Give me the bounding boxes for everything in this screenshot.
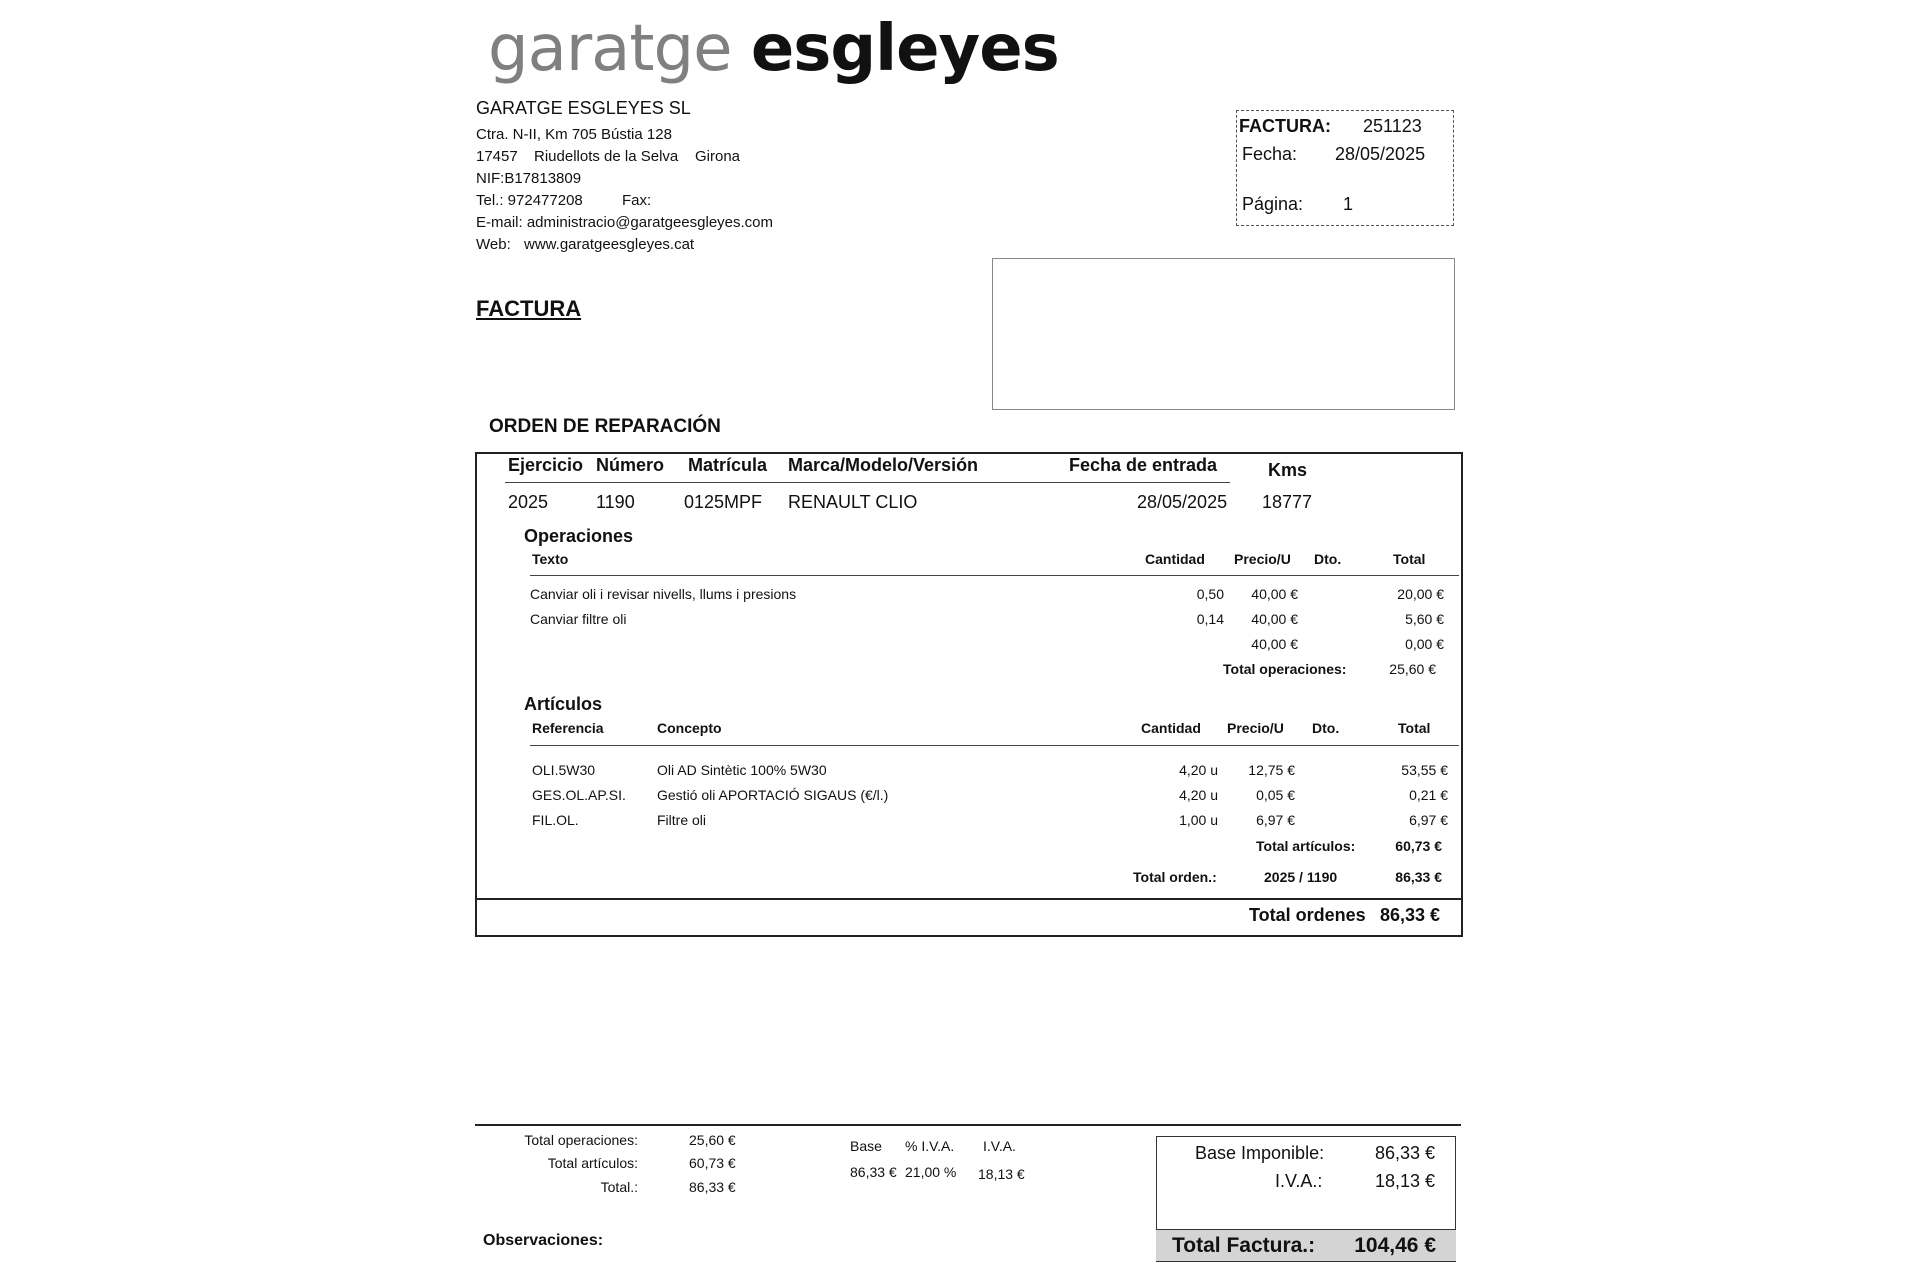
art-row-concepto: Filtre oli [657, 812, 707, 828]
articulos-title: Artículos [524, 694, 603, 714]
summary-ops-label: Total operaciones: [524, 1132, 638, 1148]
company-nif: NIF:B17813809 [476, 170, 582, 187]
art-row-cantidad: 1,00 u [1179, 812, 1218, 828]
invoice-number-label: FACTURA: [1239, 116, 1331, 136]
invoice-page: 1 [1343, 194, 1354, 214]
art-row-concepto: Gestió oli APORTACIÓ SIGAUS (€/l.) [657, 787, 889, 803]
orders-total-value: 86,33 € [1379, 905, 1440, 925]
order-total-value: 86,33 € [1395, 869, 1442, 885]
document-title: FACTURA [476, 296, 582, 321]
art-row-cantidad: 4,20 u [1179, 762, 1218, 778]
invoice-info-box [1236, 110, 1454, 226]
ops-row-precio: 40,00 € [1251, 586, 1298, 602]
order-total-label: Total orden.: [1133, 869, 1217, 885]
art-header-dto: Dto. [1312, 720, 1340, 736]
art-header-divider [530, 745, 1459, 746]
ops-header-divider [530, 575, 1459, 576]
ops-header-cantidad: Cantidad [1145, 551, 1205, 567]
company-address: Ctra. N-II, Km 705 Bústia 128 [476, 126, 672, 143]
art-row-precio: 0,05 € [1256, 787, 1295, 803]
total-factura-label: Total Factura.: [1172, 1234, 1316, 1257]
base-imponible-value: 86,33 € [1374, 1143, 1435, 1163]
art-total-label: Total artículos: [1256, 838, 1356, 854]
company-logo [488, 14, 1059, 84]
art-header-cantidad: Cantidad [1141, 720, 1201, 736]
header-fecha-entrada: Fecha de entrada [1069, 455, 1218, 475]
ops-row-total: 20,00 € [1397, 586, 1444, 602]
ops-total-value: 25,60 € [1389, 661, 1436, 677]
invoice-number: 251123 [1363, 116, 1422, 136]
iva-total-value: 18,13 € [1374, 1171, 1435, 1191]
ops-header-precio: Precio/U [1234, 551, 1291, 567]
logo-text-garatge: garatge [488, 12, 732, 86]
header-marca: Marca/Modelo/Versión [788, 455, 979, 475]
logo-text-esgleyes: esgleyes [750, 12, 1059, 86]
order-ejercicio: 2025 [508, 492, 549, 512]
customer-address-box [992, 258, 1455, 410]
orders-total-label: Total ordenes [1249, 905, 1366, 925]
table-row: OLI.5W30 [532, 762, 596, 778]
company-tel: Tel.: 972477208 [476, 192, 583, 209]
ops-total-label: Total operaciones: [1223, 661, 1347, 677]
order-fecha-entrada: 28/05/2025 [1137, 492, 1228, 512]
ops-row-cantidad: 0,14 [1196, 611, 1224, 627]
iva-total-label: I.V.A.: [1275, 1171, 1323, 1191]
art-row-precio: 6,97 € [1256, 812, 1295, 828]
ops-row-precio: 40,00 € [1251, 611, 1298, 627]
company-city: Riudellots de la Selva [534, 148, 679, 165]
table-row: Canviar filtre oli [530, 611, 627, 627]
summary-ops-value: 25,60 € [689, 1132, 736, 1148]
ops-row-cantidad: 0,50 [1196, 586, 1224, 602]
ops-header-total: Total [1393, 551, 1426, 567]
iva-pct: 21,00 % [905, 1164, 957, 1180]
order-header-divider [505, 482, 1230, 483]
company-email: E-mail: administracio@garatgeesgleyes.com [476, 214, 774, 231]
table-row: GES.OL.AP.SI. [532, 787, 626, 803]
company-zip: 17457 [476, 148, 518, 165]
iva-header-pct: % I.V.A. [905, 1138, 955, 1154]
invoice-date: 28/05/2025 [1335, 144, 1426, 164]
iva-header-iva: I.V.A. [983, 1138, 1016, 1154]
repair-order-title: ORDEN DE REPARACIÓN [489, 416, 721, 437]
art-row-precio: 12,75 € [1248, 762, 1295, 778]
art-header-precio: Precio/U [1227, 720, 1284, 736]
summary-total-value: 86,33 € [689, 1179, 736, 1195]
art-total-value: 60,73 € [1395, 838, 1442, 854]
invoice-date-label: Fecha: [1242, 144, 1298, 164]
ops-row-precio: 40,00 € [1251, 636, 1298, 652]
ops-header-dto: Dto. [1314, 551, 1342, 567]
total-factura-value: 104,46 € [1354, 1234, 1436, 1257]
summary-art-value: 60,73 € [689, 1155, 736, 1171]
observaciones-label: Observaciones: [483, 1232, 604, 1249]
art-header-referencia: Referencia [532, 720, 604, 736]
iva-header-base: Base [850, 1138, 882, 1154]
art-row-total: 6,97 € [1409, 812, 1448, 828]
order-kms: 18777 [1262, 492, 1313, 512]
iva-amount: 18,13 € [978, 1166, 1025, 1182]
operaciones-title: Operaciones [524, 526, 634, 546]
repair-order-box [475, 452, 1463, 937]
total-factura-bar [1156, 1229, 1456, 1261]
order-matricula: 0125MPF [684, 492, 763, 512]
orders-total-divider [475, 898, 1461, 900]
table-row: Canviar oli i revisar nivells, llums i presions [530, 586, 797, 602]
art-row-total: 0,21 € [1409, 787, 1448, 803]
footer-divider [475, 1124, 1461, 1126]
company-web-label: Web: [476, 236, 511, 253]
art-header-total: Total [1398, 720, 1431, 736]
order-numero: 1190 [596, 492, 635, 512]
iva-base: 86,33 € [850, 1164, 897, 1180]
header-ejercicio: Ejercicio [508, 455, 584, 475]
base-imponible-label: Base Imponible: [1195, 1143, 1325, 1163]
ops-row-total: 0,00 € [1405, 636, 1444, 652]
art-header-concepto: Concepto [657, 720, 722, 736]
header-matricula: Matrícula [688, 455, 768, 475]
summary-total-label: Total.: [600, 1179, 638, 1195]
company-province: Girona [695, 148, 741, 165]
invoice-page-label: Página: [1242, 194, 1304, 214]
header-kms: Kms [1268, 460, 1308, 480]
art-row-cantidad: 4,20 u [1179, 787, 1218, 803]
order-marca: RENAULT CLIO [788, 492, 918, 512]
art-row-total: 53,55 € [1401, 762, 1448, 778]
summary-art-label: Total artículos: [547, 1155, 638, 1171]
order-total-ref: 2025 / 1190 [1264, 869, 1338, 885]
company-name: GARATGE ESGLEYES SL [476, 98, 691, 118]
header-numero: Número [596, 455, 665, 475]
table-row: FIL.OL. [532, 812, 579, 828]
company-web: www.garatgeesgleyes.cat [524, 236, 695, 253]
art-row-concepto: Oli AD Sintètic 100% 5W30 [657, 762, 827, 778]
company-fax: Fax: [622, 192, 652, 209]
ops-row-total: 5,60 € [1405, 611, 1444, 627]
ops-header-texto: Texto [532, 551, 569, 567]
